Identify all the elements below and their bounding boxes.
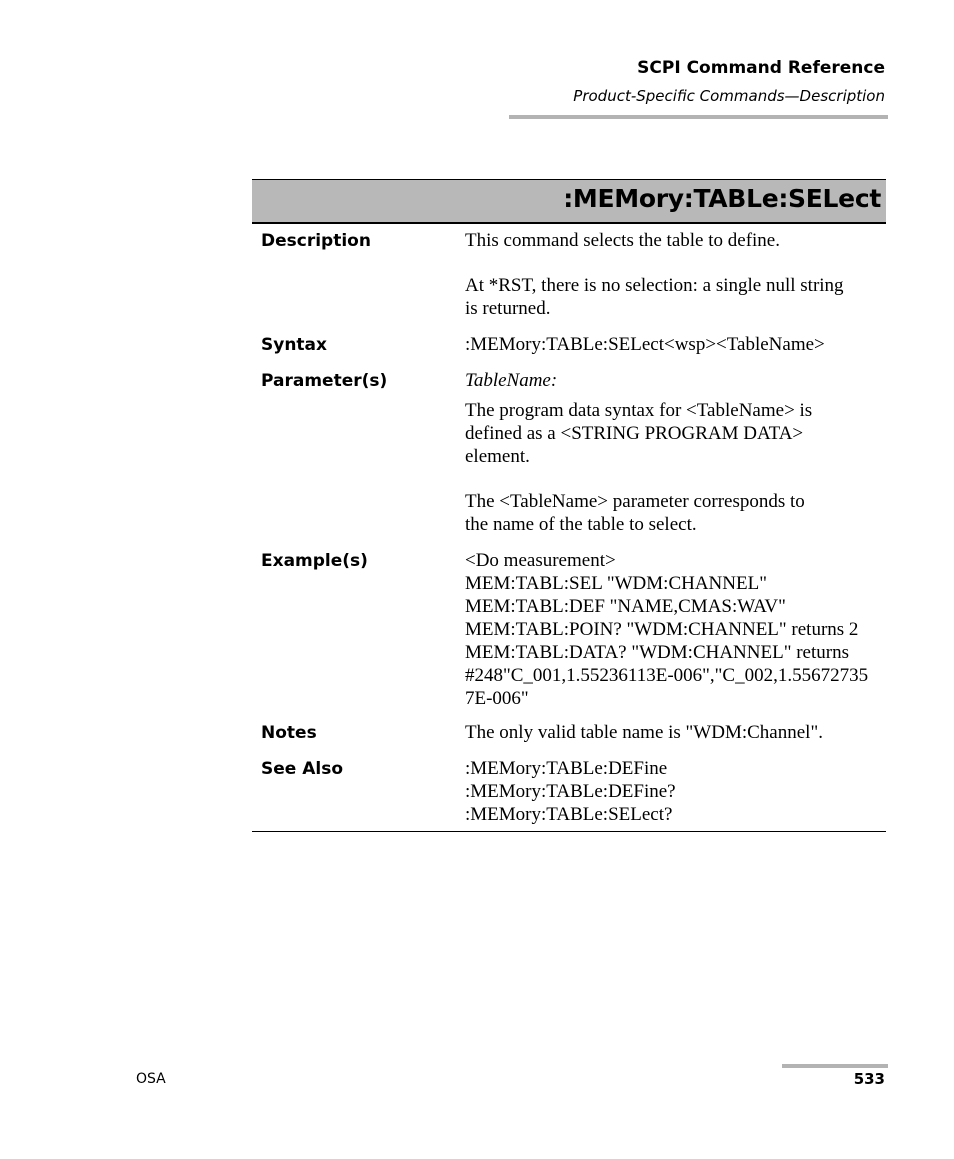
command-title: :MEMory:TABLe:SELect [563, 184, 881, 213]
examples-line-6: #248"C_001,1.55236113E-006","C_002,1.55672735 [465, 665, 869, 686]
parameters-line-1: The program data syntax for <TableName> is [465, 400, 813, 421]
examples-label: Example(s) [261, 551, 368, 571]
see-also-line-3: :MEMory:TABLe:SELect? [465, 804, 673, 825]
examples-line-3: MEM:TABL:DEF "NAME,CMAS:WAV" [465, 596, 786, 617]
footer-product: OSA [136, 1071, 166, 1087]
parameters-line-5: the name of the table to select. [465, 514, 697, 535]
table-bottom-rule [252, 831, 886, 832]
see-also-label: See Also [261, 759, 344, 779]
syntax-line-1: :MEMory:TABLe:SELect<wsp><TableName> [465, 334, 825, 355]
parameters-label: Parameter(s) [261, 371, 388, 391]
header-subtitle: Product-Specific Commands—Description [573, 87, 885, 105]
parameters-line-3: element. [465, 446, 530, 467]
header-rule [509, 115, 888, 119]
see-also-line-2: :MEMory:TABLe:DEFine? [465, 781, 676, 802]
notes-line-1: The only valid table name is "WDM:Channel". [465, 722, 823, 743]
notes-label: Notes [261, 723, 317, 743]
parameter-name: TableName: [465, 370, 558, 391]
see-also-line-1: :MEMory:TABLe:DEFine [465, 758, 668, 779]
description-line-1: This command selects the table to define. [465, 230, 780, 251]
header-title: SCPI Command Reference [637, 58, 885, 78]
footer-rule [782, 1064, 888, 1068]
description-line-3: is returned. [465, 298, 551, 319]
examples-line-5: MEM:TABL:DATA? "WDM:CHANNEL" returns [465, 642, 849, 663]
examples-line-2: MEM:TABL:SEL "WDM:CHANNEL" [465, 573, 767, 594]
description-label: Description [261, 231, 371, 251]
description-line-2: At *RST, there is no selection: a single null string [465, 275, 844, 296]
syntax-label: Syntax [261, 335, 327, 355]
parameters-line-2: defined as a <STRING PROGRAM DATA> [465, 423, 804, 444]
examples-line-1: <Do measurement> [465, 550, 616, 571]
examples-line-4: MEM:TABL:POIN? "WDM:CHANNEL" returns 2 [465, 619, 859, 640]
examples-line-7: 7E-006" [465, 688, 529, 709]
parameters-line-4: The <TableName> parameter corresponds to [465, 491, 805, 512]
command-title-bar [252, 179, 886, 224]
page-number: 533 [853, 1070, 885, 1088]
